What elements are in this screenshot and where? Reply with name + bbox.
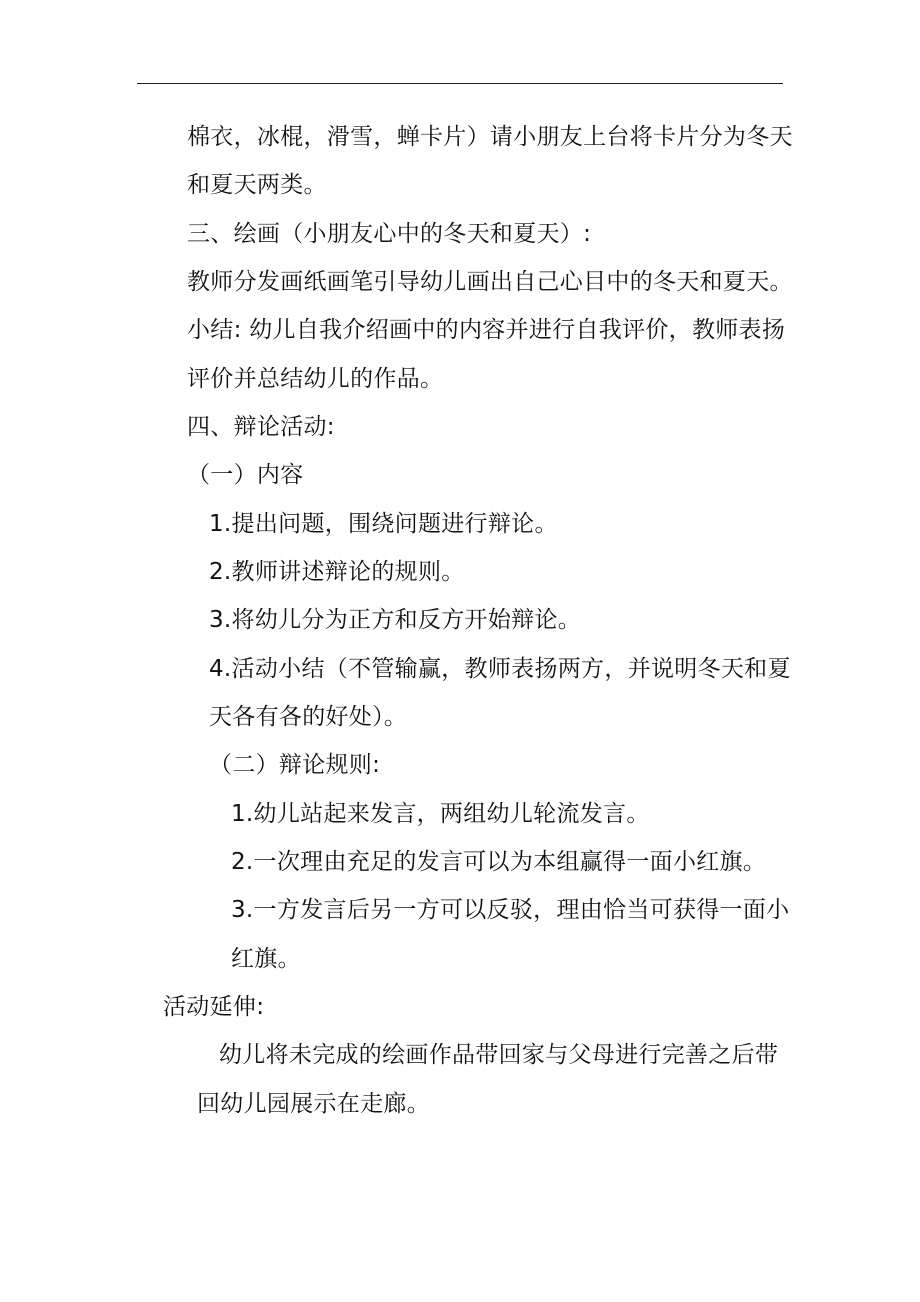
list-item-continued: 天各有各的好处）。	[209, 704, 408, 730]
subheading-rules: （二）辩论规则:	[209, 752, 381, 778]
section-heading-debate: 四、辩论活动:	[187, 414, 335, 440]
list-item-continued: 红旗。	[231, 946, 301, 972]
text-line-20: 幼儿将未完成的绘画作品带回家与父母进行完善之后带	[219, 1042, 779, 1068]
list-item: 4.活动小结（不管输赢，教师表扬两方，并说明冬天和夏	[209, 656, 791, 682]
list-item: 2.教师讲述辩论的规则。	[209, 559, 465, 585]
list-item: 3.一方发言后另一方可以反驳，理由恰当可获得一面小	[231, 897, 790, 923]
text-line-2: 和夏天两类。	[187, 172, 327, 198]
subheading-content: （一）内容	[187, 462, 304, 488]
text-line-4: 教师分发画纸画笔引导幼儿画出自己心目中的冬天和夏天。	[187, 269, 793, 295]
list-item: 1.幼儿站起来发言，两组幼儿轮流发言。	[231, 801, 650, 827]
text-line-1: 棉衣，冰棍，滑雪，蝉卡片）请小朋友上台将卡片分为冬天	[187, 124, 793, 150]
text-line-21: 回幼儿园展示在走廊。	[197, 1091, 430, 1117]
list-item: 3.将幼儿分为正方和反方开始辩论。	[209, 607, 582, 633]
section-heading-extension: 活动延伸:	[163, 994, 265, 1020]
list-item: 2.一次理由充足的发言可以为本组赢得一面小红旗。	[231, 849, 767, 875]
header-rule	[137, 83, 783, 84]
text-line-5: 小结: 幼儿自我介绍画中的内容并进行自我评价，教师表扬	[187, 317, 786, 343]
text-line-6: 评价并总结幼儿的作品。	[187, 366, 444, 392]
list-item: 1.提出问题，围绕问题进行辩论。	[209, 511, 558, 537]
section-heading-drawing: 三、绘画（小朋友心中的冬天和夏天）:	[187, 221, 592, 247]
